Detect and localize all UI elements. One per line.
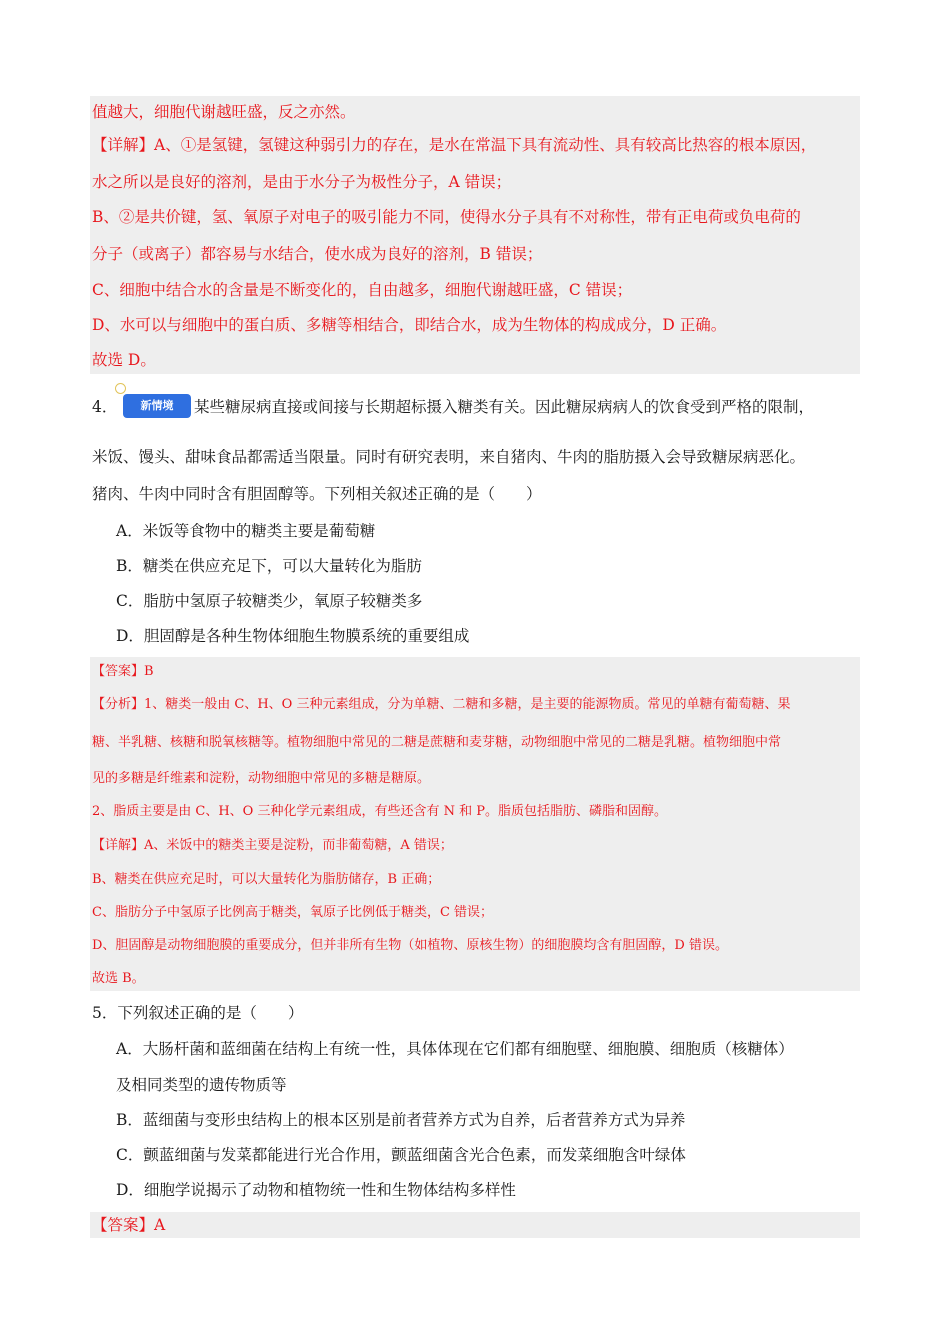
q3-line-6: D、水可以与细胞中的蛋白质、多糖等相结合，即结合水，成为生物体的构成成分，D 正确。: [92, 316, 727, 334]
q5-option-b: B．蓝细菌与变形虫结构上的根本区别是前者营养方式为自养，后者营养方式为异养: [116, 1111, 686, 1129]
q3-line-2: 水之所以是良好的溶剂，是由于水分子为极性分子，A 错误；: [92, 173, 512, 191]
q3-line-4: 分子（或离子）都容易与水结合，使水成为良好的溶剂，B 错误；: [92, 245, 543, 263]
q5-option-d: D．细胞学说揭示了动物和植物统一性和生物体结构多样性: [116, 1181, 516, 1199]
q4-option-c: C．脂肪中氢原子较糖类少，氧原子较糖类多: [116, 592, 423, 610]
q5-stem: 5．下列叙述正确的是（ ）: [92, 1004, 304, 1022]
q3-line-5: C、细胞中结合水的含量是不断变化的，自由越多，细胞代谢越旺盛，C 错误；: [92, 281, 633, 299]
q4-stem-0: 某些糖尿病直接或间接与长期超标摄入糖类有关。因此糖尿病病人的饮食受到严格的限制，: [194, 398, 815, 416]
q4-detail-d: D、胆固醇是动物细胞膜的重要成分，但并非所有生物（如植物、原核生物）的细胞膜均含有胆固醇，D 错误。: [92, 938, 728, 953]
q4-analysis-2: 见的多糖是纤维素和淀粉，动物细胞中常见的多糖是糖原。: [92, 771, 431, 786]
q3-line-1: 【详解】A、①是氢键，氢键这种弱引力的存在，是水在常温下具有流动性、具有较高比热容的根本原因，: [92, 136, 817, 154]
q4-detail-b: B、糖类在供应充足时，可以大量转化为脂肪储存，B 正确；: [92, 872, 441, 887]
q4-analysis-3: 2、脂质主要是由 C、H、O 三种化学元素组成，有些还含有 N 和 P。脂质包括脂肪、磷脂和固醇。: [92, 804, 667, 819]
q4-conclusion: 故选 B。: [92, 971, 145, 986]
q5-answer-block: [90, 1212, 860, 1238]
new-context-badge: 新情境: [123, 394, 191, 418]
q4-analysis-1: 糖、半乳糖、核糖和脱氧核糖等。植物细胞中常见的二糖是蔗糖和麦芽糖，动物细胞中常见的二糖是乳糖。植物细胞中常: [92, 735, 782, 750]
q4-stem-1: 米饭、馒头、甜味食品都需适当限量。同时有研究表明，来自猪肉、牛肉的脂肪摄入会导致糖尿病恶化。: [92, 448, 806, 466]
q3-line-0: 值越大，细胞代谢越旺盛，反之亦然。: [92, 103, 356, 121]
q4-option-a: A．米饭等食物中的糖类主要是葡萄糖: [116, 522, 376, 540]
badge-marker-icon: [115, 383, 126, 394]
q4-analysis-0: 【分析】1、糖类一般由 C、H、O 三种元素组成，分为单糖、二糖和多糖，是主要的能源物质。常见的单糖有葡萄糖、果: [92, 697, 791, 712]
q4-detail-a: 【详解】A、米饭中的糖类主要是淀粉，而非葡萄糖，A 错误；: [92, 838, 453, 853]
q4-option-b: B．糖类在供应充足下，可以大量转化为脂肪: [116, 557, 422, 575]
q4-stem-2: 猪肉、牛肉中同时含有胆固醇等。下列相关叙述正确的是（ ）: [92, 485, 542, 503]
q4-detail-c: C、脂肪分子中氢原子比例高于糖类，氧原子比例低于糖类，C 错误；: [92, 905, 494, 920]
q3-line-7: 故选 D。: [92, 351, 156, 369]
q5-option-c: C．颤蓝细菌与发菜都能进行光合作用，颤蓝细菌含光合色素，而发菜细胞含叶绿体: [116, 1146, 686, 1164]
q5-option-a-cont: 及相同类型的遗传物质等: [116, 1076, 287, 1094]
q5-answer: 【答案】A: [92, 1216, 166, 1234]
q4-number: 4．: [92, 398, 118, 416]
q4-answer: 【答案】B: [92, 664, 154, 679]
q3-line-3: B、②是共价键，氢、氧原子对电子的吸引能力不同，使得水分子具有不对称性，带有正电荷或负电荷的: [92, 208, 801, 226]
q5-option-a: A．大肠杆菌和蓝细菌在结构上有统一性，具体体现在它们都有细胞壁、细胞膜、细胞质（核糖体）: [116, 1040, 794, 1058]
q4-option-d: D．胆固醇是各种生物体细胞生物膜系统的重要组成: [116, 627, 470, 645]
